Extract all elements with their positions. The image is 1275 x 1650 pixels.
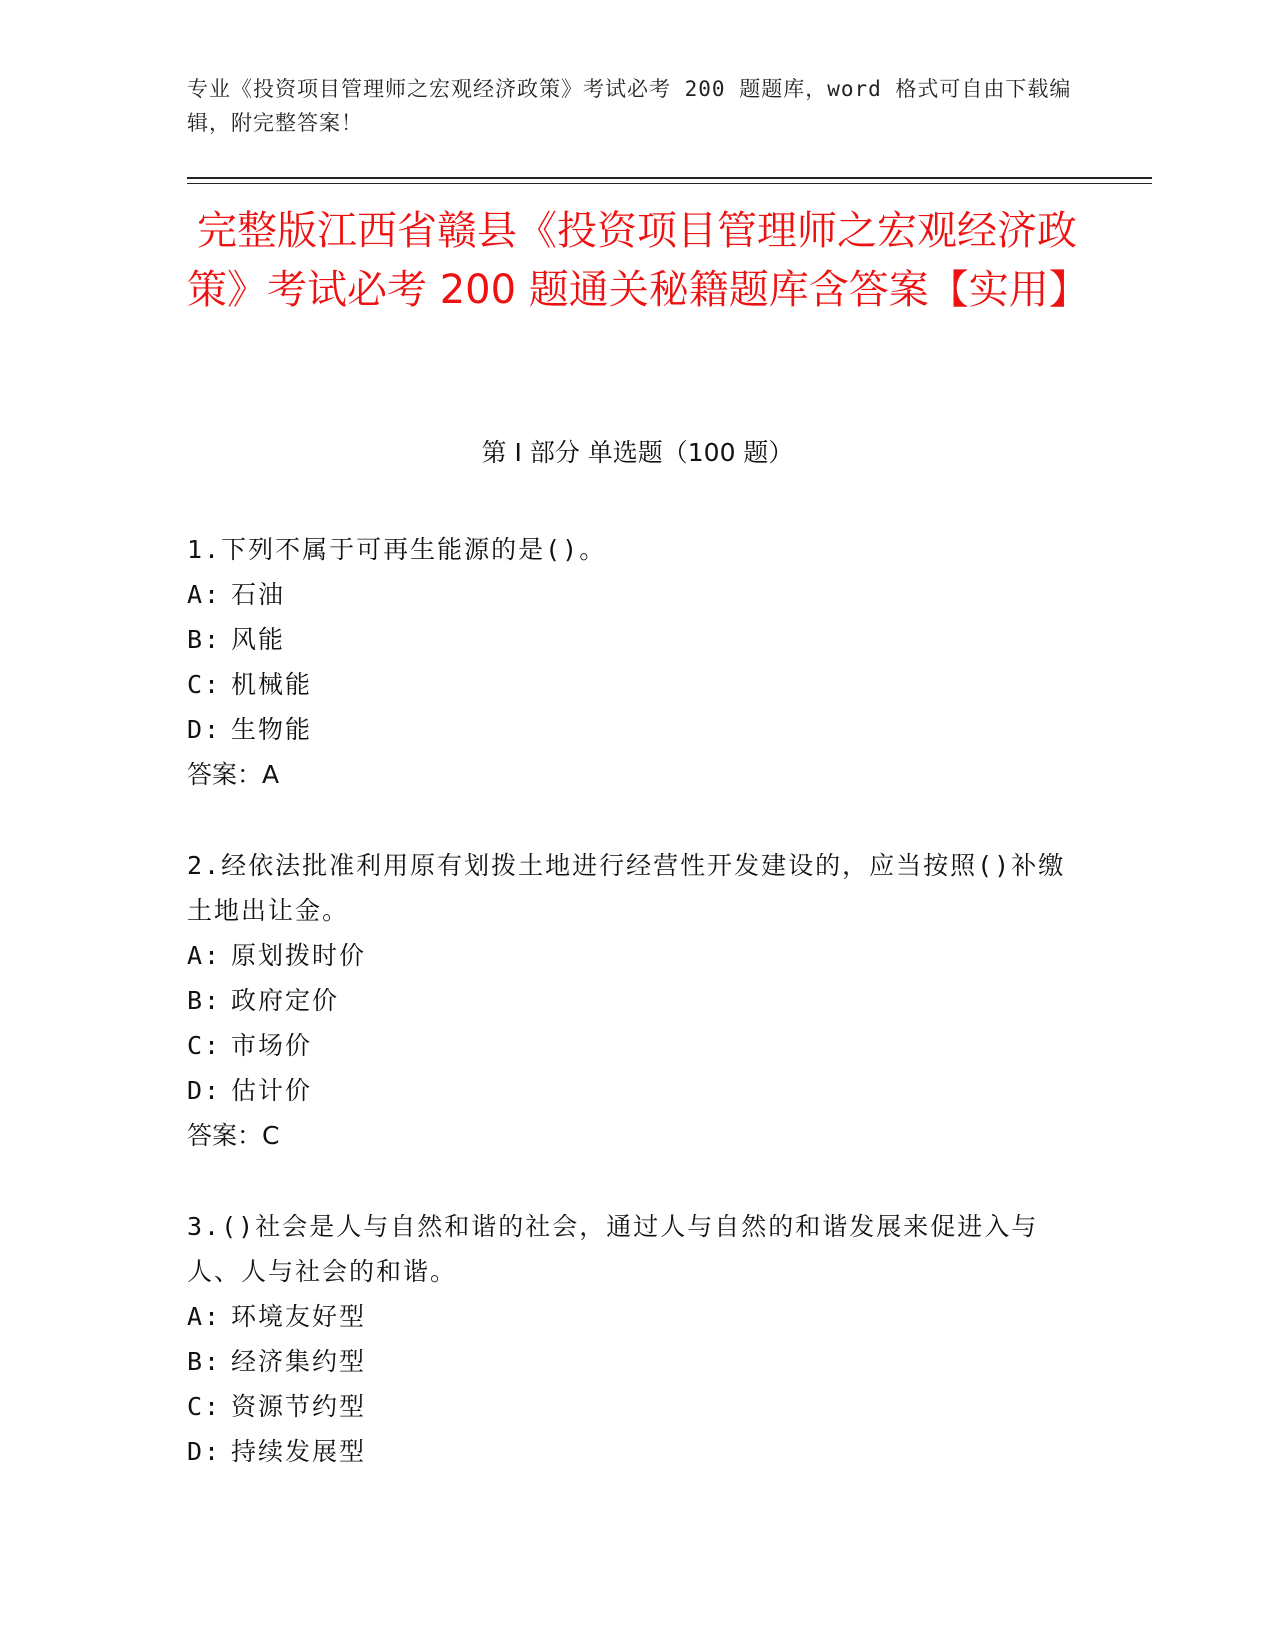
option-text: 环境友好型 — [231, 1302, 367, 1331]
option-key: D: — [187, 715, 222, 744]
option-key: B: — [187, 986, 222, 1015]
option-a — [187, 572, 1067, 617]
option-text: 持续发展型 — [231, 1437, 367, 1466]
option-key: B: — [187, 625, 222, 654]
answer-label: 答案： — [187, 760, 263, 789]
option-text: 风能 — [231, 625, 286, 654]
option-c — [187, 1023, 1067, 1068]
answer-value: A — [262, 760, 280, 789]
section-heading: 第 I 部分 单选题（100 题） — [481, 438, 794, 467]
option-text: 政府定价 — [231, 986, 340, 1015]
answer-line — [187, 1113, 1067, 1158]
header-divider-thin — [187, 183, 1152, 184]
option-key: B: — [187, 1347, 222, 1376]
header-note: 专业《投资项目管理师之宏观经济政策》考试必考 200 题题库，word 格式可自由下载编辑，附完整答案！ — [187, 77, 1072, 135]
option-d — [187, 1068, 1067, 1113]
option-text: 估计价 — [231, 1076, 313, 1105]
question-item — [187, 527, 1067, 797]
option-b — [187, 978, 1067, 1023]
question-list — [187, 527, 1067, 1520]
option-a — [187, 1294, 1067, 1339]
option-key: C: — [187, 1392, 222, 1421]
question-stem: 2.经依法批准利用原有划拨土地进行经营性开发建设的，应当按照()补缴土地出让金。 — [187, 851, 1066, 925]
option-key: A: — [187, 1302, 222, 1331]
option-a — [187, 933, 1067, 978]
option-key: C: — [187, 670, 222, 699]
option-c — [187, 1384, 1067, 1429]
answer-line — [187, 752, 1067, 797]
option-text: 石油 — [231, 580, 286, 609]
question-item — [187, 1204, 1067, 1474]
option-key: A: — [187, 580, 222, 609]
option-text: 生物能 — [231, 715, 313, 744]
option-c — [187, 662, 1067, 707]
question-item — [187, 843, 1067, 1158]
option-key: D: — [187, 1437, 222, 1466]
option-d — [187, 707, 1067, 752]
option-key: A: — [187, 941, 222, 970]
question-stem: 3.()社会是人与自然和谐的社会，通过人与自然的和谐发展来促进入与人、人与社会的和谐。 — [187, 1212, 1039, 1286]
option-b — [187, 617, 1067, 662]
option-text: 机械能 — [231, 670, 313, 699]
option-b — [187, 1339, 1067, 1384]
header-divider-thick — [187, 177, 1152, 179]
option-text: 资源节约型 — [231, 1392, 367, 1421]
option-key: C: — [187, 1031, 222, 1060]
option-text: 经济集约型 — [231, 1347, 367, 1376]
answer-value: C — [262, 1121, 280, 1150]
question-stem: 1.下列不属于可再生能源的是()。 — [187, 535, 607, 564]
answer-label: 答案： — [187, 1121, 263, 1150]
option-d — [187, 1429, 1067, 1474]
document-title: 完整版江西省赣县《投资项目管理师之宏观经济政策》考试必考 200 题通关秘籍题库含答案【实用】 — [187, 208, 1089, 313]
option-text: 市场价 — [231, 1031, 313, 1060]
option-text: 原划拨时价 — [231, 941, 367, 970]
option-key: D: — [187, 1076, 222, 1105]
